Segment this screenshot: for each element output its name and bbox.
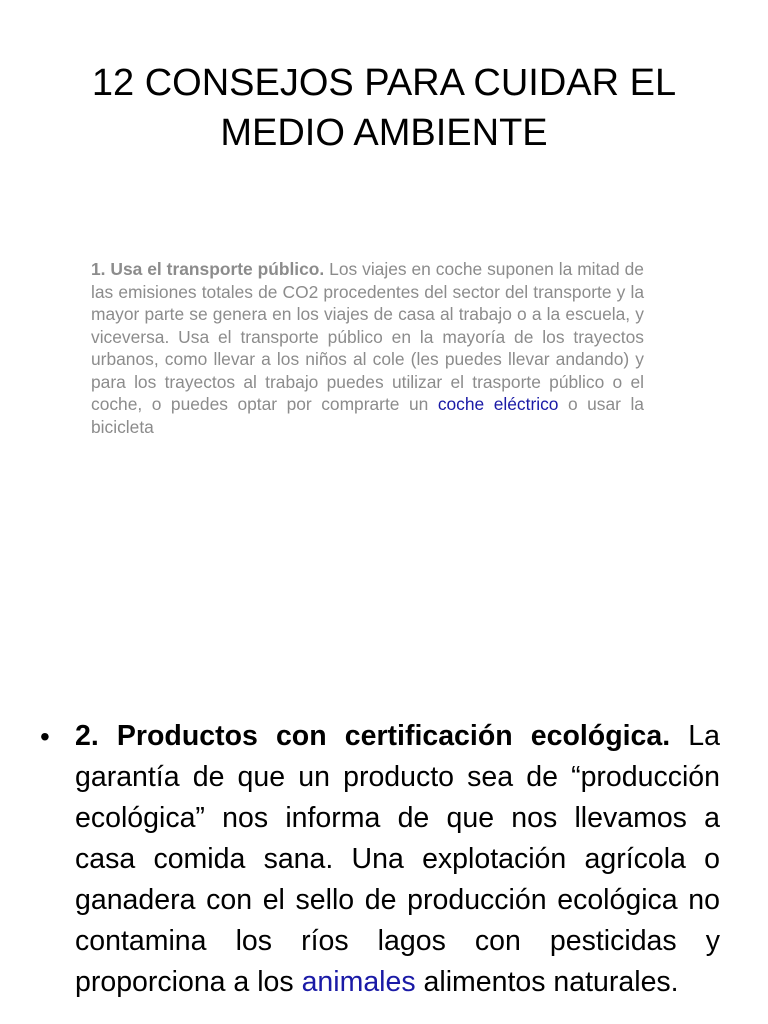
tip-2-heading: 2. Productos con certificación ecológica. xyxy=(75,720,671,752)
bullet-icon: • xyxy=(40,721,50,752)
tip-2-tail: alimentos naturales. xyxy=(415,966,679,998)
tip-1-paragraph xyxy=(91,258,644,438)
tip-1-body: Los viajes en coche suponen la mitad de las emisiones totales de CO2 procedentes del sector del transporte y la mayor parte se genera en los viajes de casa al trabajo o a la escuela, y viceversa. Usa el transporte público en la mayoría de los trayectos urbanos, como llevar a los niños al cole (les puedes llevar andando) y para los trayectos al trabajo puedes utilizar el trasporte público o el coche, o puedes optar por comprarte un xyxy=(91,259,644,414)
animales-link[interactable]: animales xyxy=(301,966,416,998)
tip-1-tail: o usar la bicicleta xyxy=(91,394,644,437)
tip-1-heading: 1. Usa el transporte público. xyxy=(91,259,325,279)
title-line-1: 12 CONSEJOS PARA CUIDAR EL xyxy=(91,62,677,104)
coche-electrico-link[interactable]: coche eléctrico xyxy=(437,394,559,414)
title-line-2: MEDIO AMBIENTE xyxy=(220,112,548,154)
tip-2-paragraph xyxy=(75,716,720,1003)
tip-2-body: La garantía de que un producto sea de “producción ecológica” nos informa de que nos llevamos a casa comida sana. Una explotación agrícola o ganadera con el sello de producción ecológica no contamina los ríos lagos con pesticidas y proporciona a los xyxy=(75,720,720,998)
page-title xyxy=(0,58,768,158)
tip-2-block xyxy=(40,716,720,1024)
